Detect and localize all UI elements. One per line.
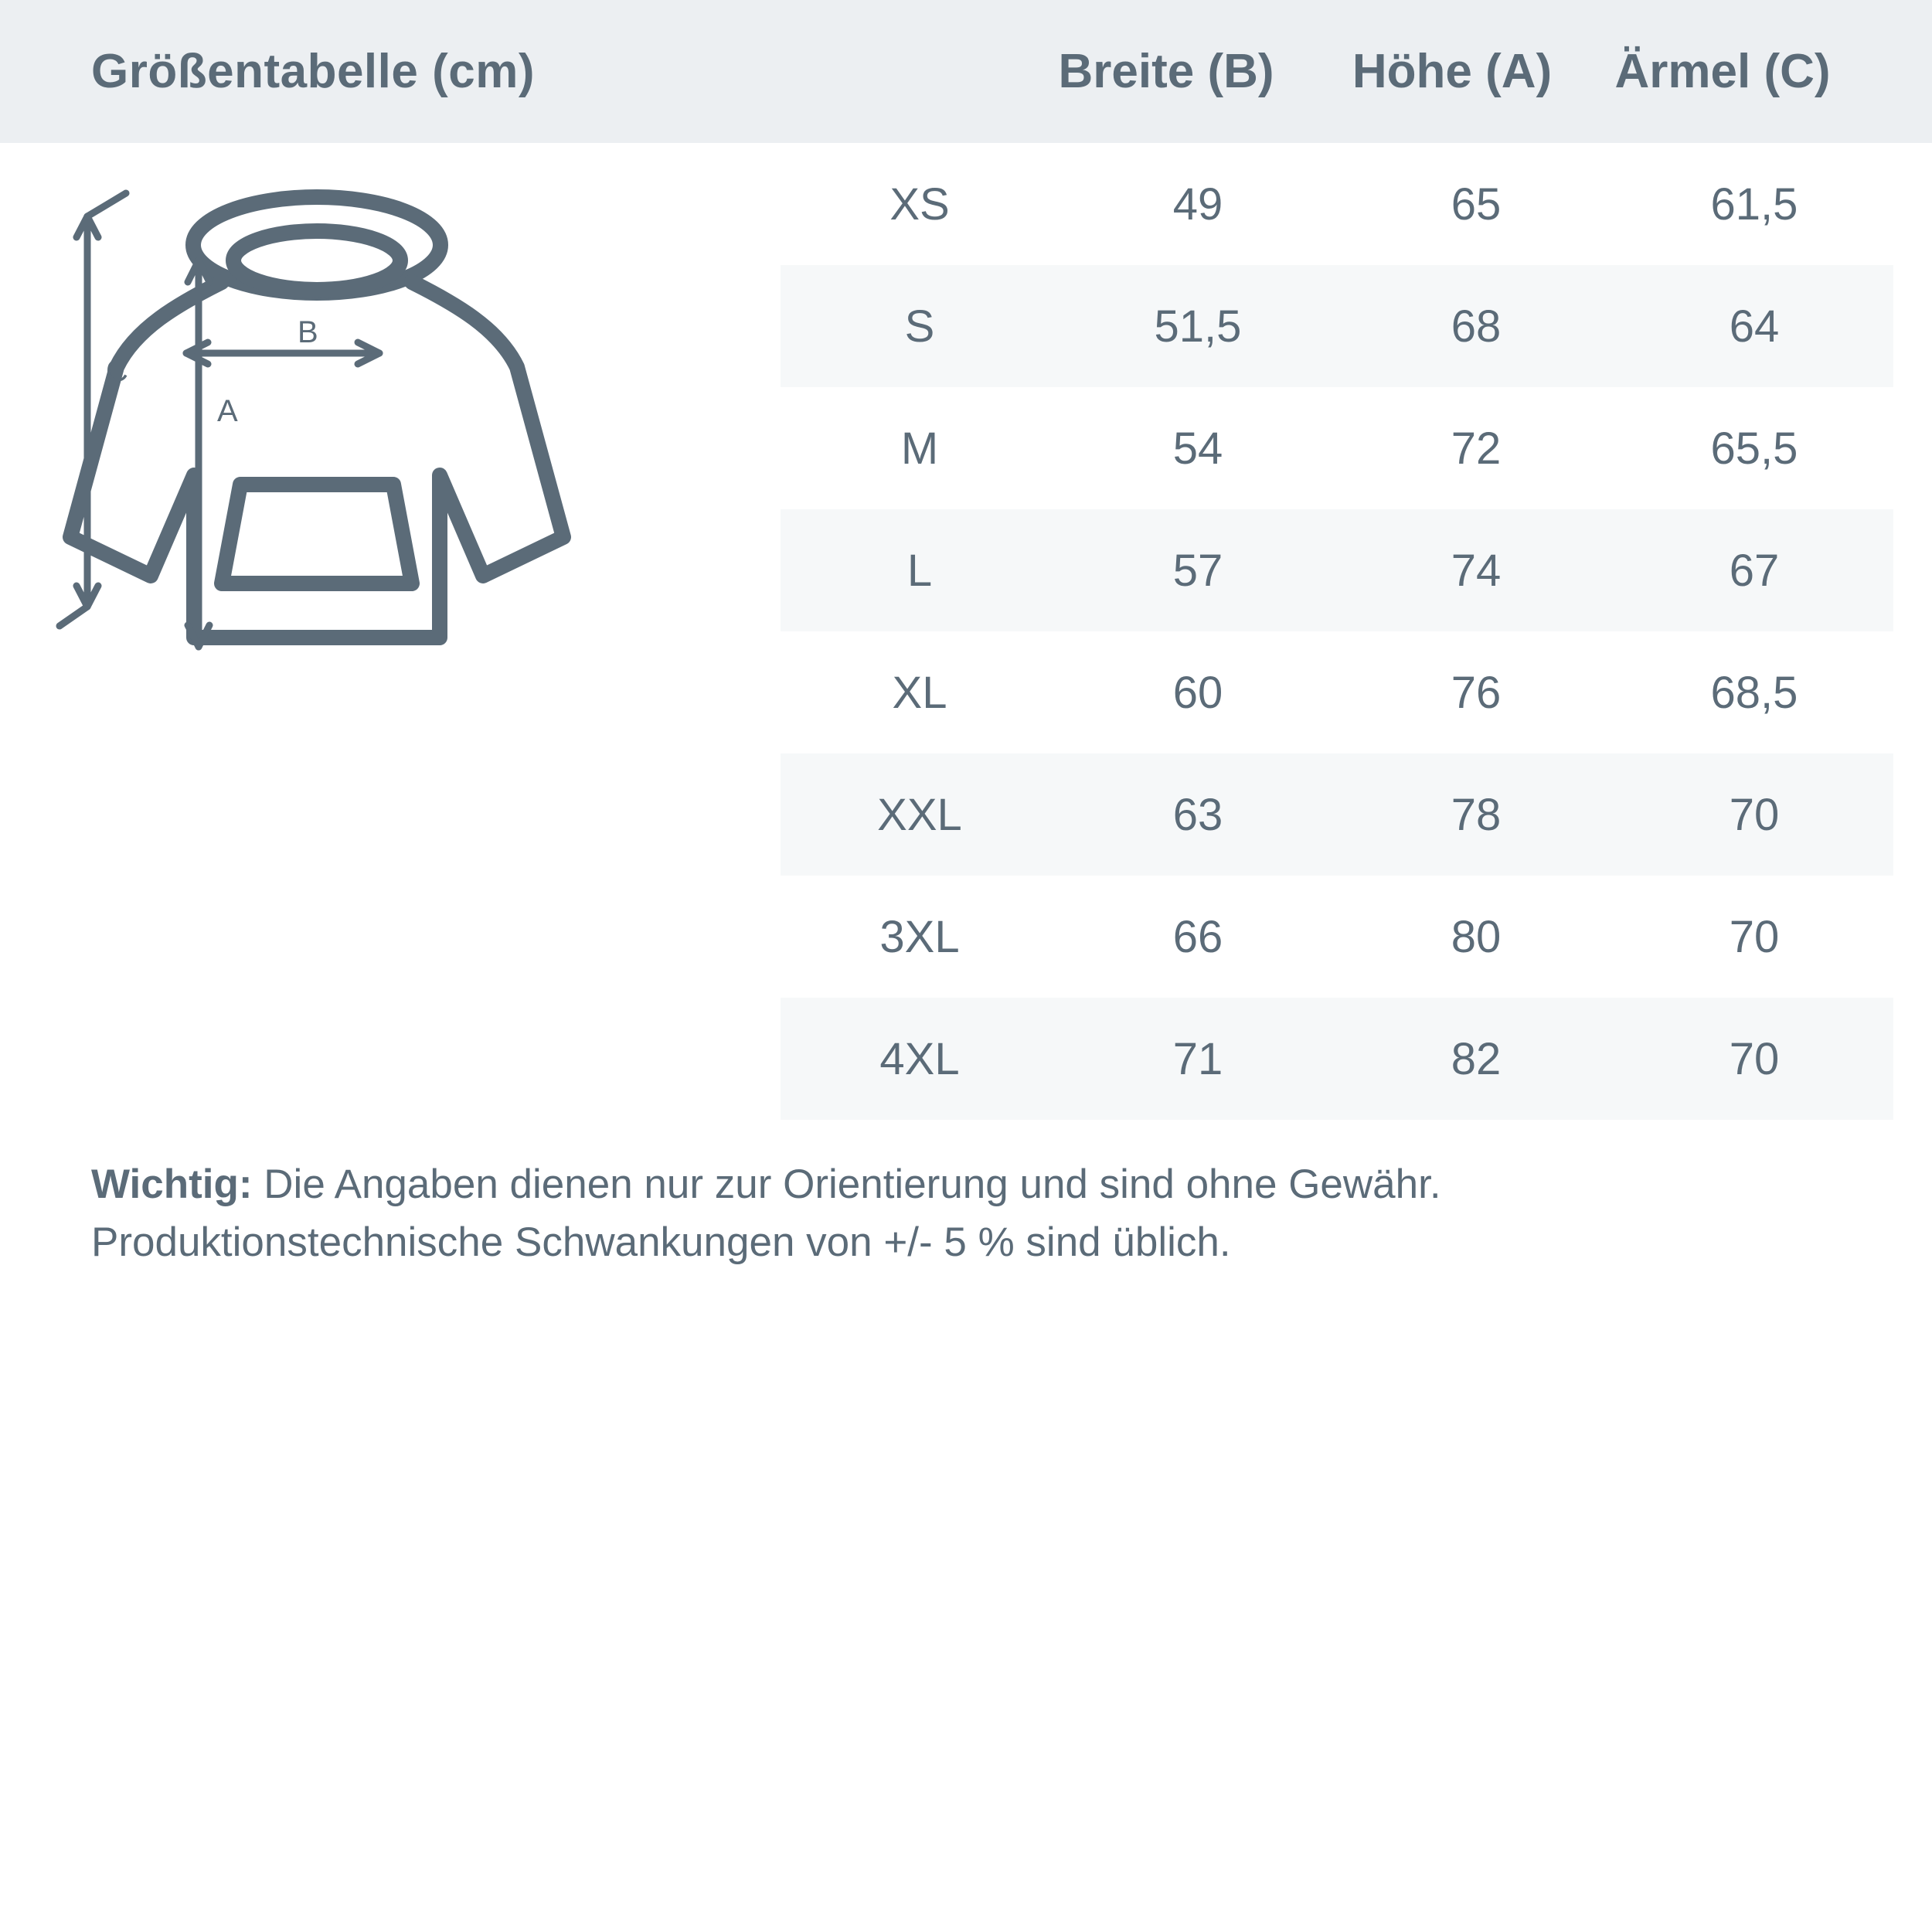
cell-size: S [904,301,935,352]
cell-size: 3XL [879,911,960,962]
cell-hoehe: 65 [1451,179,1502,230]
column-header-breite: Breite (B) [1058,45,1274,98]
size-chart-header [0,0,1932,143]
cell-hoehe: 78 [1451,789,1502,840]
label-sleeve: C [106,354,128,388]
size-table-wrapper [781,143,1932,1120]
cell-aermel: 70 [1729,911,1780,962]
cell-breite: 63 [1172,789,1223,840]
cell-breite: 54 [1172,423,1223,474]
footnote [0,1120,1932,1272]
label-width: B [298,315,318,349]
cell-aermel: 70 [1729,789,1780,840]
cell-hoehe: 76 [1451,667,1502,718]
table-row [781,143,1893,265]
table-row [781,876,1893,998]
cell-hoehe: 82 [1451,1033,1502,1084]
hoodie-measurement-icon [43,174,738,784]
cell-aermel: 68,5 [1710,667,1798,718]
cell-breite: 66 [1172,911,1223,962]
cell-aermel: 64 [1729,301,1780,352]
cell-hoehe: 72 [1451,423,1502,474]
hoodie-diagram-wrapper [0,143,781,784]
cell-size: 4XL [879,1033,960,1084]
cell-size: XS [889,179,950,230]
cell-breite: 49 [1172,179,1223,230]
cell-size: M [900,423,939,474]
cell-breite: 51,5 [1154,301,1242,352]
column-headers [1015,44,1932,99]
table-row [781,509,1893,631]
cell-size: XXL [877,789,962,840]
page-title: Größentabelle (cm) [91,45,535,98]
cell-size: L [906,545,933,596]
cell-hoehe: 80 [1451,911,1502,962]
table-row [781,753,1893,876]
column-header-aermel: Ärmel (C) [1614,45,1831,98]
column-header-hoehe: Höhe (A) [1352,45,1553,98]
cell-breite: 57 [1172,545,1223,596]
cell-aermel: 65,5 [1710,423,1798,474]
cell-aermel: 70 [1729,1033,1780,1084]
table-row [781,387,1893,509]
size-table [781,143,1893,1120]
cell-size: XL [892,667,947,718]
footnote-lead: Wichtig: [91,1162,253,1207]
label-height: A [217,394,238,428]
size-chart-body [0,143,1932,1120]
cell-aermel: 61,5 [1710,179,1798,230]
cell-aermel: 67 [1729,545,1780,596]
table-row [781,265,1893,387]
table-row [781,631,1893,753]
footnote-text: Die Angaben dienen nur zur Orientierung und sind ohne Gewähr. Produktionstechnische Schwankungen von +/- 5 % sind üblich. [91,1162,1441,1266]
cell-hoehe: 68 [1451,301,1502,352]
cell-hoehe: 74 [1451,545,1502,596]
table-row [781,998,1893,1120]
cell-breite: 71 [1172,1033,1223,1084]
cell-breite: 60 [1172,667,1223,718]
